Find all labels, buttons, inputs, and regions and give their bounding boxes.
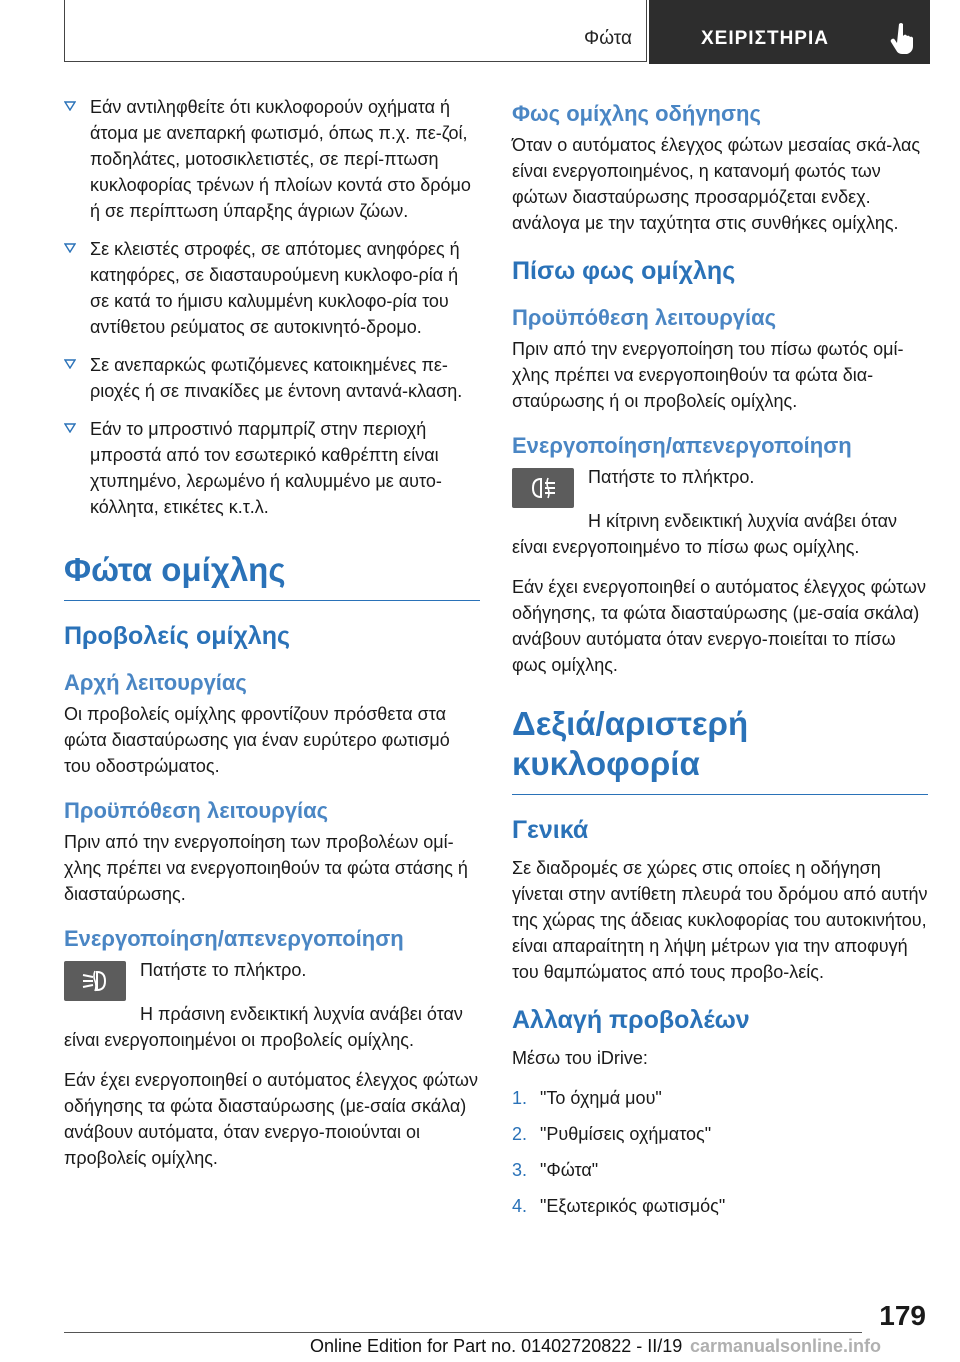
list-item-text: Σε ανεπαρκώς φωτιζόμενες κατοικημένες πε-ριοχές ή σε πινακίδες με έντονη αντανά-κλαση. <box>90 355 463 401</box>
front-fog-light-icon <box>80 969 110 993</box>
step-number: 3. <box>512 1160 528 1180</box>
indicator-text: Η πράσινη ενδεικτική λυχνία ανάβει όταν είναι ενεργοποιημένοι οι προβολείς ομίχλης. <box>64 1004 463 1050</box>
left-right-traffic-title: Δεξιά/αριστερή κυκλοφορία <box>512 704 928 795</box>
hand-pointer-icon <box>890 22 916 54</box>
rear-fog-light-icon <box>528 476 558 500</box>
step-number: 1. <box>512 1088 528 1108</box>
chapter-tab <box>649 0 930 64</box>
step-number: 4. <box>512 1196 528 1216</box>
right-column <box>512 94 928 1229</box>
step-text: "Το όχημά μου" <box>540 1088 662 1108</box>
list-item <box>512 1085 928 1111</box>
switch-on-off-heading: Ενεργοποίηση/απενεργοποίηση <box>64 926 404 951</box>
list-item <box>64 94 480 224</box>
step-text: "Εξωτερικός φωτισμός" <box>540 1196 726 1216</box>
list-item <box>512 1121 928 1147</box>
step-text: "Φώτα" <box>540 1160 599 1180</box>
switch-headlights-heading: Αλλαγή προβολέων <box>512 1006 750 1034</box>
list-item <box>512 1157 928 1183</box>
button-row <box>512 464 928 508</box>
fog-lights-title: Φώτα ομίχλης <box>64 550 480 601</box>
press-button-text: Πατήστε το πλήκτρο. <box>588 467 755 487</box>
triangle-bullet-icon <box>64 101 76 111</box>
list-item <box>64 352 480 404</box>
requirement-text: Πριν από την ενεργοποίηση των προβολέων ομί-χλης πρέπει να ενεργοποιηθούν τα φώτα στάσης ή διασταύρωσης. <box>64 832 468 904</box>
basic-principle-heading: Αρχή λειτουργίας <box>64 670 247 695</box>
page-number: 179 <box>879 1300 926 1331</box>
auto-control-text: Εάν έχει ενεργοποιηθεί ο αυτόματος έλεγχος φώτων οδήγησης, τα φώτα διασταύρωσης (με-σαία σκάλα) ανάβουν αυτόματα όταν ενεργο-ποιείται το πίσω φως ομίχλης. <box>512 577 926 675</box>
switch-on-off-heading: Ενεργοποίηση/απενεργοποίηση <box>512 433 852 458</box>
triangle-bullet-icon <box>64 359 76 369</box>
requirement-heading: Προϋπόθεση λειτουργίας <box>512 305 777 330</box>
button-row <box>64 957 480 1001</box>
triangle-bullet-icon <box>64 243 76 253</box>
list-item <box>64 416 480 520</box>
step-text: "Ρυθμίσεις οχήματος" <box>540 1124 712 1144</box>
general-heading: Γενικά <box>512 816 589 844</box>
requirement-text: Πριν από την ενεργοποίηση του πίσω φωτός ομί-χλης πρέπει να ενεργοποιηθούν τα φώτα δια-σταύρωσης ή οι προβολείς ομίχλης. <box>512 339 904 411</box>
step-number: 2. <box>512 1124 528 1144</box>
list-item <box>64 236 480 340</box>
list-item <box>512 1193 928 1219</box>
press-button-text: Πατήστε το πλήκτρο. <box>140 960 307 980</box>
footer-divider <box>64 1332 862 1333</box>
chapter-label: ΧΕΙΡΙΣΤΗΡΙΑ <box>701 28 829 49</box>
edition-text: Online Edition for Part no. 01402720822 - II/19 <box>310 1336 683 1356</box>
steps-list <box>512 1085 928 1219</box>
rear-fog-light-title: Πίσω φως ομίχλης <box>512 257 736 285</box>
driving-fog-light-heading: Φως ομίχλης οδήγησης <box>512 101 761 126</box>
rear-fog-light-button-image <box>512 468 574 508</box>
requirement-heading: Προϋπόθεση λειτουργίας <box>64 798 329 823</box>
page-header <box>64 0 930 64</box>
list-item-text: Σε κλειστές στροφές, σε απότομες ανηφόρες ή κατηφόρες, σε διασταυρούμενη κυκλοφο-ρία ή σε κατά το ήμισυ καλυμμένη κυκλοφο-ρία του αντίθετου ρεύματος σε αυτοκινητό-δρομο. <box>90 239 460 337</box>
idrive-text: Μέσω του iDrive: <box>512 1048 648 1068</box>
general-text: Σε διαδρομές σε χώρες στις οποίες η οδήγηση γίνεται στην αντίθετη πλευρά του δρόμου από αυτήν της χώρας της άδειας κυκλοφορίας του αυτοκινήτου, είναι απαραίτητη η λήψη μέτρων για την αποφυγή του θαμπώματος από τους προβο-λείς. <box>512 858 928 982</box>
watermark-text: carmanualsonline.info <box>690 1336 882 1356</box>
indicator-text: Η κίτρινη ενδεικτική λυχνία ανάβει όταν είναι ενεργοποιημένο το πίσω φως ομίχλης. <box>512 511 898 557</box>
front-fog-light-button-image <box>64 961 126 1001</box>
section-label: Φώτα <box>584 28 632 49</box>
auto-control-text: Εάν έχει ενεργοποιηθεί ο αυτόματος έλεγχος φώτων οδήγησης τα φώτα διασταύρωσης (με-σαία σκάλα) ανάβουν αυτόματα, όταν ενεργο-ποιούνται οι προβολείς ομίχλης. <box>64 1070 478 1168</box>
conditions-list <box>64 94 480 520</box>
section-tab <box>64 0 647 62</box>
list-item-text: Εάν το μπροστινό παρμπρίζ στην περιοχή μπροστά από τον εσωτερικό καθρέπτη είναι χτυπημένο, λερωμένο ή καλυμμένο με αυτο-κόλλητα, ετικέτες κ.τ.λ. <box>90 419 442 517</box>
basic-principle-text: Οι προβολείς ομίχλης φροντίζουν πρόσθετα στα φώτα διασταύρωσης για έναν ευρύτερο φωτισμό του οδοστρώματος. <box>64 704 450 776</box>
left-column <box>64 94 480 1185</box>
triangle-bullet-icon <box>64 423 76 433</box>
driving-fog-light-text: Όταν ο αυτόματος έλεγχος φώτων μεσαίας σκά-λας είναι ενεργοποιημένος, η κατανομή φωτός των φώτων διασταύρωσης προσαρμόζεται ενδεχ. ανάλογα με την ταχύτητα στις συνθήκες ομίχλης. <box>512 135 921 233</box>
front-fog-lights-heading: Προβολείς ομίχλης <box>64 622 291 650</box>
list-item-text: Εάν αντιληφθείτε ότι κυκλοφορούν οχήματα ή άτομα με ανεπαρκή φωτισμό, όπως π.χ. πε-ζοί, ποδηλάτες, μοτοσικλετιστές, σε περί-πτωση κυκλοφορίας τρένων ή πλοίων κοντά στο δρόμο ή σε περίπτωση ύπαρξης άγριων ζώων. <box>90 97 471 221</box>
